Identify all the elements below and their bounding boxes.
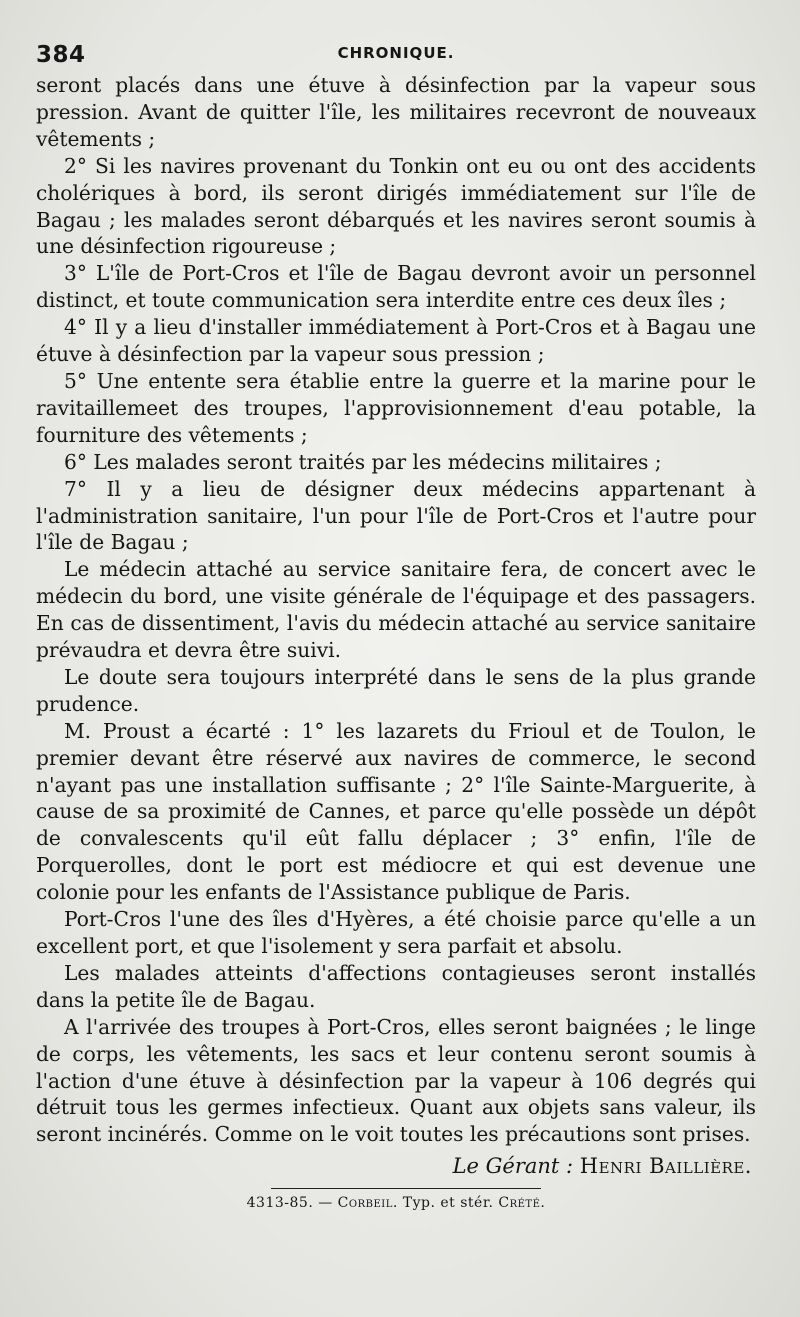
paragraph: A l'arrivée des troupes à Port-Cros, elles seront baignées ; le linge de corps, les vêtements, les sacs et leur contenu seront soumis à l'action d'une étuve à désinfection par la vapeur à 106 degrés qui détruit tous les germes infectieux. Quant aux objets sans valeur, ils seront incinérés. Comme on le voit toutes les précautions sont prises. <box>36 1014 756 1147</box>
paragraph: 3° L'île de Port-Cros et l'île de Bagau devront avoir un personnel distinct, et toute communication sera interdite entre ces deux îles ; <box>36 261 756 313</box>
imprint-place: Corbeil. <box>337 1195 398 1212</box>
divider-rule <box>271 1188 541 1189</box>
paragraph: Port-Cros l'une des îles d'Hyères, a été choisie parce qu'elle a un excellent port, et que l'isolement y sera parfait et absolu. <box>36 907 756 958</box>
body-text <box>36 72 756 1148</box>
signature-label: Le Gérant : <box>452 1154 574 1179</box>
running-head <box>36 40 756 72</box>
paragraph: 5° Une entente sera établie entre la guerre et la marine pour le ravitaillemeet des troupes, l'approvisionnement d'eau potable, la fourniture des vêtements ; <box>36 368 756 447</box>
paragraph: 2° Si les navires provenant du Tonkin ont eu ou ont des accidents cholériques à bord, ils seront dirigés immédiatement sur l'île de Bagau ; les malades seront débarqués et les navires seront soumis à une désinfection rigoureuse ; <box>36 153 756 259</box>
imprint-printer: Crété. <box>498 1195 546 1212</box>
paragraph: 4° Il y a lieu d'installer immédiatement à Port-Cros et à Bagau une étuve à désinfection par la vapeur sous pression ; <box>36 315 756 367</box>
paragraph: Le doute sera toujours interprété dans le sens de la plus grande prudence. <box>36 664 756 716</box>
signature <box>36 1154 756 1178</box>
paragraph: 7° Il y a lieu de désigner deux médecins appartenant à l'administration sanitaire, l'un pour l'île de Port-Cros et l'autre pour l'île de Bagau ; <box>36 476 756 555</box>
paragraph: Le médecin attaché au service sanitaire fera, de concert avec le médecin du bord, une visite générale de l'équipage et des passagers. En cas de dissentiment, l'avis du médecin attaché au service sanitaire prévaudra et devra être suivi. <box>36 557 756 663</box>
paragraph: 6° Les malades seront traités par les médecins militaires ; <box>64 449 662 474</box>
signature-name: Henri Baillière. <box>579 1154 752 1179</box>
paragraph: Les malades atteints d'affections contagieuses seront installés dans la petite île de Bagau. <box>36 960 756 1012</box>
page-number: 384 <box>36 42 86 68</box>
imprint-text: Typ. et stér. <box>402 1195 494 1212</box>
paragraph: seront placés dans une étuve à désinfection par la vapeur sous pression. Avant de quitter l'île, les militaires recevront de nouveaux vêtements ; <box>36 73 756 151</box>
printer-imprint <box>36 1195 756 1211</box>
imprint-number: 4313-85. — <box>246 1195 333 1212</box>
running-title: CHRONIQUE. <box>337 44 455 62</box>
paragraph: M. Proust a écarté : 1° les lazarets du Frioul et de Toulon, le premier devant être réservé aux navires de commerce, le second n'ayant pas une installation suffisante ; 2° l'île Sainte-Marguerite, à cause de sa proximité de Cannes, et parce qu'elle possède un dépôt de convalescents qu'il eût fallu déplacer ; 3° enfin, l'île de Porquerolles, dont le port est médiocre et qui est devenue une colonie pour les enfants de l'Assistance publique de Paris. <box>36 718 756 905</box>
